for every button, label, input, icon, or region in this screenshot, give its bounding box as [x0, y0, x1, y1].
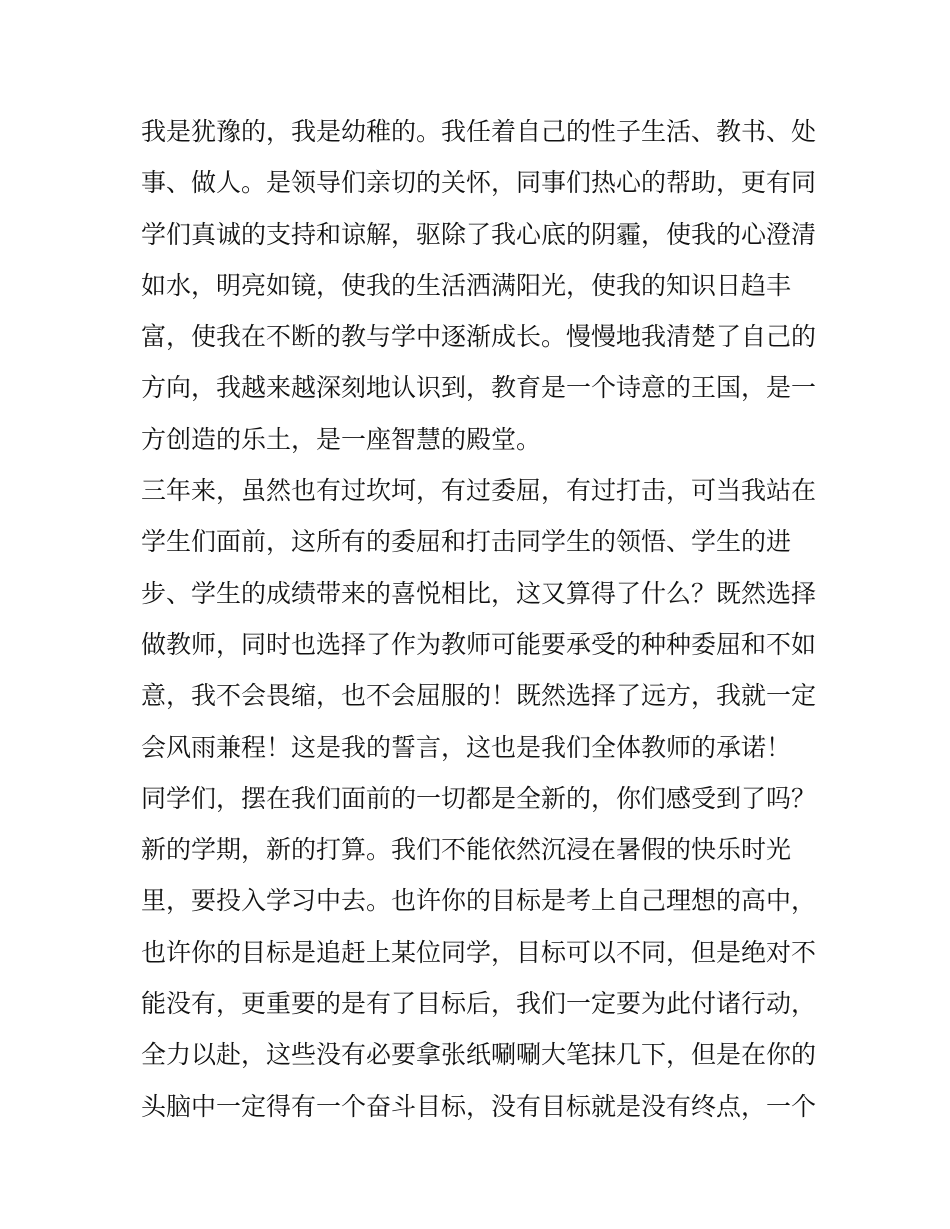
text-line: 步、学生的成绩带来的喜悦相比，这又算得了什么？既然选择 [141, 578, 817, 608]
text-line: 同学们，摆在我们面前的一切都是全新的，你们感受到了吗？ [141, 783, 817, 813]
text-line: 富，使我在不断的教与学中逐渐成长。慢慢地我清楚了自己的 [141, 322, 817, 352]
text-line: 方向，我越来越深刻地认识到，教育是一个诗意的王国，是一 [141, 373, 817, 403]
text-line: 头脑中一定得有一个奋斗目标，没有目标就是没有终点，一个 [141, 1091, 817, 1121]
text-line: 全力以赴，这些没有必要拿张纸唰唰大笔抹几下，但是在你的 [141, 1040, 817, 1070]
text-line: 意，我不会畏缩，也不会屈服的！既然选择了远方，我就一定 [141, 681, 817, 711]
text-line: 事、做人。是领导们亲切的关怀，同事们热心的帮助，更有同 [141, 168, 817, 198]
text-line: 我是犹豫的，我是幼稚的。我任着自己的性子生活、教书、处 [141, 117, 817, 146]
text-line: 如水，明亮如镜，使我的生活洒满阳光，使我的知识日趋丰 [141, 270, 792, 300]
text-line: 也许你的目标是追赶上某位同学，目标可以不同，但是绝对不 [141, 937, 817, 967]
text-line: 方创造的乐土，是一座智慧的殿堂。 [141, 424, 542, 454]
document-body [141, 106, 821, 1132]
text-line: 做教师，同时也选择了作为教师可能要承受的种种委屈和不如 [141, 629, 817, 659]
text-line: 学生们面前，这所有的委屈和打击同学生的领悟、学生的进 [141, 527, 792, 557]
text-line: 三年来，虽然也有过坎坷，有过委屈，有过打击，可当我站在 [141, 476, 817, 506]
text-line: 学们真诚的支持和谅解，驱除了我心底的阴霾，使我的心澄清 [141, 219, 817, 249]
text-line: 会风雨兼程！这是我的誓言，这也是我们全体教师的承诺！ [141, 732, 792, 762]
text-line: 能没有，更重要的是有了目标后，我们一定要为此付诸行动， [141, 989, 817, 1019]
text-line: 里，要投入学习中去。也许你的目标是考上自己理想的高中， [141, 886, 817, 916]
text-line: 新的学期，新的打算。我们不能依然沉浸在暑假的快乐时光 [141, 835, 792, 865]
